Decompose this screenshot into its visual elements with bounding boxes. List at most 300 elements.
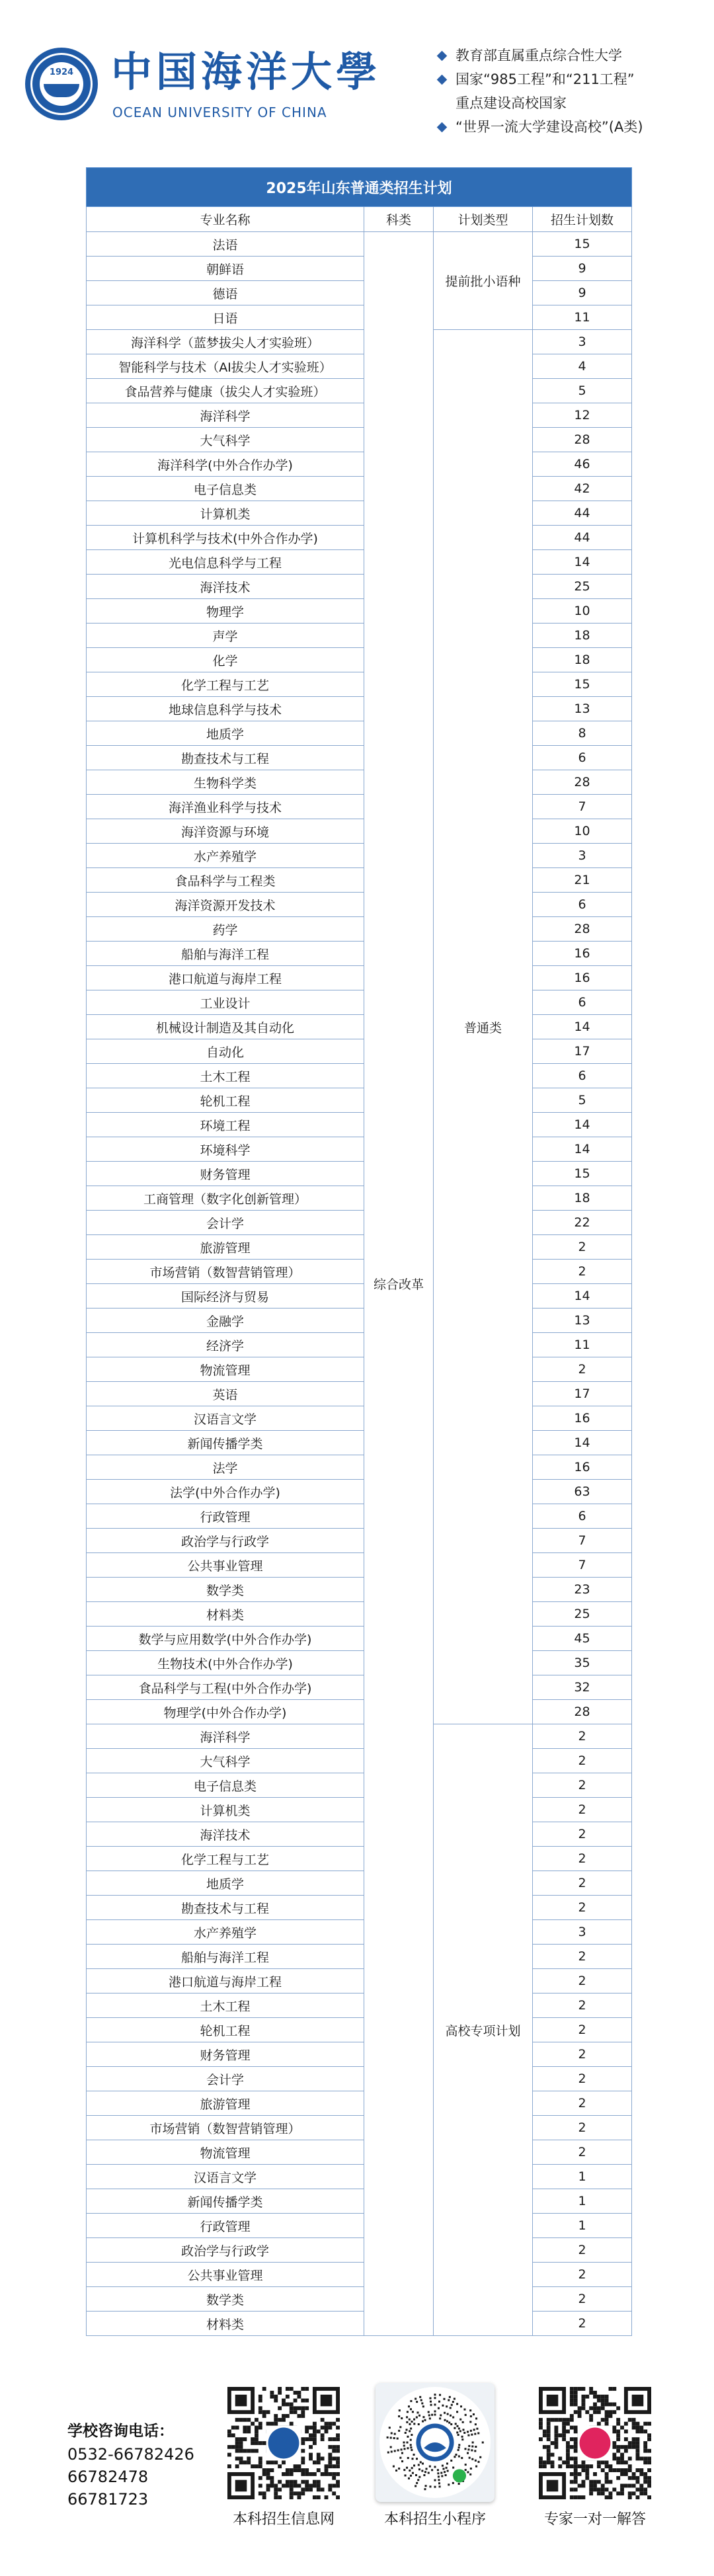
- table-row: [87, 672, 632, 697]
- tagline-text: “世界一流大学建设高校”(A类): [456, 119, 643, 135]
- contact-title: 学校咨询电话：: [67, 2423, 174, 2440]
- plan-count-cell: 3: [533, 330, 632, 354]
- major-name-cell: 化学工程与工艺: [87, 1847, 364, 1871]
- major-name-cell: 计算机科学与技术(中外合作办学): [87, 526, 364, 550]
- major-name-cell: 德语: [87, 281, 364, 305]
- table-row: [87, 990, 632, 1015]
- table-row: [87, 893, 632, 917]
- table-row: [87, 575, 632, 599]
- major-name-cell: 物流管理: [87, 2140, 364, 2165]
- mini-program-pattern: [379, 2387, 491, 2498]
- table-row: [87, 1284, 632, 1308]
- plan-count-cell: 1: [533, 2214, 632, 2238]
- major-name-cell: 海洋科学（蓝梦拔尖人才实验班）: [87, 330, 364, 354]
- major-name-cell: 水产养殖学: [87, 844, 364, 868]
- plan-count-cell: 2: [533, 1260, 632, 1284]
- table-row: [87, 1064, 632, 1088]
- plan-count-cell: 28: [533, 1700, 632, 1724]
- table-row: [87, 966, 632, 990]
- table-row: [87, 1162, 632, 1186]
- plan-count-cell: 15: [533, 672, 632, 697]
- major-name-cell: 金融学: [87, 1308, 364, 1333]
- plan-count-cell: 2: [533, 2140, 632, 2165]
- table-row: [87, 1504, 632, 1529]
- plan-count-cell: 2: [533, 1749, 632, 1773]
- plan-count-cell: 6: [533, 990, 632, 1015]
- major-name-cell: 环境科学: [87, 1137, 364, 1162]
- plan-count-cell: 46: [533, 452, 632, 477]
- plan-count-cell: 14: [533, 1137, 632, 1162]
- table-row: [87, 1455, 632, 1480]
- major-name-cell: 计算机类: [87, 501, 364, 526]
- table-row: [87, 1871, 632, 1896]
- major-name-cell: 船舶与海洋工程: [87, 1945, 364, 1969]
- major-name-cell: 计算机类: [87, 1798, 364, 1822]
- table-row: [87, 1822, 632, 1847]
- major-name-cell: 海洋科学: [87, 403, 364, 428]
- major-name-cell: 财务管理: [87, 2042, 364, 2067]
- table-row: [87, 2067, 632, 2091]
- major-name-cell: 行政管理: [87, 2214, 364, 2238]
- wechat-icon: [453, 2469, 466, 2482]
- major-name-cell: 土木工程: [87, 1993, 364, 2018]
- plan-count-cell: 17: [533, 1039, 632, 1064]
- major-name-cell: 勘查技术与工程: [87, 1896, 364, 1920]
- plan-count-cell: 2: [533, 2238, 632, 2263]
- plan-count-cell: 7: [533, 1529, 632, 1553]
- tagline-text: 国家“985工程”和“211工程”: [456, 71, 635, 87]
- plan-count-cell: 2: [533, 1993, 632, 2018]
- tagline-item: [433, 44, 704, 67]
- plan-count-cell: 18: [533, 1186, 632, 1211]
- table-row: [87, 844, 632, 868]
- plan-count-cell: 2: [533, 2042, 632, 2067]
- table-row: [87, 2214, 632, 2238]
- admission-plan-table: [86, 167, 632, 2336]
- plan-count-cell: 6: [533, 893, 632, 917]
- table-row: [87, 819, 632, 844]
- table-row: [87, 1088, 632, 1113]
- table-row: [87, 1798, 632, 1822]
- table-row: [87, 1993, 632, 2018]
- major-name-cell: 海洋科学: [87, 1724, 364, 1749]
- major-name-cell: 数学类: [87, 1578, 364, 1602]
- phone-number: 66782478: [67, 2468, 149, 2486]
- plan-count-cell: 15: [533, 1162, 632, 1186]
- major-name-cell: 财务管理: [87, 1162, 364, 1186]
- major-name-cell: 土木工程: [87, 1064, 364, 1088]
- diamond-bullet-icon: [437, 51, 448, 61]
- major-name-cell: 智能科学与技术（AI拔尖人才实验班）: [87, 354, 364, 379]
- table-row: [87, 403, 632, 428]
- plan-count-cell: 2: [533, 1896, 632, 1920]
- table-row: [87, 354, 632, 379]
- plan-count-cell: 18: [533, 624, 632, 648]
- plan-count-cell: 2: [533, 1847, 632, 1871]
- table-row: [87, 550, 632, 575]
- plan-count-cell: 45: [533, 1627, 632, 1651]
- table-row: [87, 1235, 632, 1260]
- major-name-cell: 会计学: [87, 1211, 364, 1235]
- plan-count-cell: 14: [533, 1113, 632, 1137]
- logo-year: 1924: [49, 67, 74, 77]
- major-name-cell: 数学类: [87, 2287, 364, 2312]
- table-row: [87, 795, 632, 819]
- major-name-cell: 英语: [87, 1382, 364, 1406]
- table-row: [87, 1651, 632, 1675]
- plan-count-cell: 14: [533, 1284, 632, 1308]
- plan-count-cell: 7: [533, 795, 632, 819]
- plan-count-cell: 1: [533, 2165, 632, 2189]
- major-name-cell: 经济学: [87, 1333, 364, 1357]
- table-row: [87, 1015, 632, 1039]
- major-name-cell: 地球信息科学与技术: [87, 697, 364, 721]
- major-name-cell: 市场营销（数智营销管理）: [87, 2116, 364, 2140]
- plan-count-cell: 35: [533, 1651, 632, 1675]
- plan-count-cell: 2: [533, 2263, 632, 2287]
- plan-count-cell: 5: [533, 1088, 632, 1113]
- plan-count-cell: 44: [533, 526, 632, 550]
- major-name-cell: 食品科学与工程(中外合作办学): [87, 1675, 364, 1700]
- table-row: [87, 2091, 632, 2116]
- plan-count-cell: 2: [533, 1773, 632, 1798]
- major-name-cell: 汉语言文学: [87, 1406, 364, 1431]
- major-name-cell: 化学工程与工艺: [87, 672, 364, 697]
- qr-label-expert: 专家一对一解答: [543, 2511, 646, 2528]
- major-name-cell: 地质学: [87, 721, 364, 746]
- qr-code: [227, 2387, 340, 2499]
- major-name-cell: 公共事业管理: [87, 2263, 364, 2287]
- plan-count-cell: 25: [533, 575, 632, 599]
- table-row: [87, 1920, 632, 1945]
- plan-count-cell: 3: [533, 1920, 632, 1945]
- table-row: [87, 1896, 632, 1920]
- tagline-item: [433, 67, 704, 91]
- major-name-cell: 水产养殖学: [87, 1920, 364, 1945]
- table-row: [87, 1749, 632, 1773]
- plan-count-cell: 9: [533, 281, 632, 305]
- major-name-cell: 物理学(中外合作办学): [87, 1700, 364, 1724]
- table-row: [87, 599, 632, 624]
- major-name-cell: 地质学: [87, 1871, 364, 1896]
- table-row: [87, 1357, 632, 1382]
- table-row: [87, 624, 632, 648]
- major-name-cell: 旅游管理: [87, 2091, 364, 2116]
- page-footer: [0, 2374, 714, 2576]
- plan-count-cell: 14: [533, 1431, 632, 1455]
- major-name-cell: 物理学: [87, 599, 364, 624]
- major-name-cell: 海洋资源开发技术: [87, 893, 364, 917]
- major-name-cell: 公共事业管理: [87, 1553, 364, 1578]
- diamond-bullet-icon: [437, 122, 448, 133]
- column-header-plan-type: 计划类型: [434, 207, 533, 232]
- table-row: [87, 281, 632, 305]
- table-row: [87, 1382, 632, 1406]
- major-name-cell: 海洋技术: [87, 1822, 364, 1847]
- table-row: [87, 1675, 632, 1700]
- phone-number: 66781723: [67, 2490, 149, 2509]
- major-name-cell: 生物技术(中外合作办学): [87, 1651, 364, 1675]
- table-row: [87, 1260, 632, 1284]
- table-row: [87, 477, 632, 501]
- plan-count-cell: 14: [533, 550, 632, 575]
- plan-count-cell: 6: [533, 1504, 632, 1529]
- major-name-cell: 法学(中外合作办学): [87, 1480, 364, 1504]
- plan-count-cell: 16: [533, 966, 632, 990]
- major-name-cell: 化学: [87, 648, 364, 672]
- table-row: [87, 1431, 632, 1455]
- plan-count-cell: 2: [533, 1724, 632, 1749]
- table-row: [87, 917, 632, 942]
- major-name-cell: 日语: [87, 305, 364, 330]
- plan-count-cell: 15: [533, 232, 632, 257]
- mini-program-code[interactable]: [376, 2383, 495, 2502]
- table-row: [87, 2018, 632, 2042]
- major-name-cell: 船舶与海洋工程: [87, 942, 364, 966]
- tagline-list: [433, 44, 704, 139]
- table-row: [87, 1602, 632, 1627]
- table-row: [87, 2238, 632, 2263]
- plan-count-cell: 25: [533, 1602, 632, 1627]
- table-row: [87, 746, 632, 770]
- table-row: [87, 2263, 632, 2287]
- major-name-cell: 声学: [87, 624, 364, 648]
- major-name-cell: 行政管理: [87, 1504, 364, 1529]
- table-row: [87, 1308, 632, 1333]
- plan-count-cell: 44: [533, 501, 632, 526]
- table-row: [87, 1480, 632, 1504]
- plan-count-cell: 21: [533, 868, 632, 893]
- qr-label-mini-program: 本科招生小程序: [383, 2511, 486, 2528]
- qr-label-website: 本科招生信息网: [232, 2511, 335, 2528]
- table-row: [87, 648, 632, 672]
- table-row: [87, 1847, 632, 1871]
- table-row: [87, 1724, 632, 1749]
- table-row: [87, 1700, 632, 1724]
- plan-count-cell: 4: [533, 354, 632, 379]
- major-name-cell: 大气科学: [87, 428, 364, 452]
- qr-code-website[interactable]: [227, 2387, 340, 2499]
- major-name-cell: 工商管理（数字化创新管理）: [87, 1186, 364, 1211]
- plan-count-cell: 5: [533, 379, 632, 403]
- table-row: [87, 1186, 632, 1211]
- subject-cell: 综合改革: [364, 232, 434, 2336]
- major-name-cell: 新闻传播学类: [87, 1431, 364, 1455]
- table-row: [87, 305, 632, 330]
- major-name-cell: 工业设计: [87, 990, 364, 1015]
- major-name-cell: 材料类: [87, 2312, 364, 2336]
- table-row: [87, 1211, 632, 1235]
- major-name-cell: 政治学与行政学: [87, 2238, 364, 2263]
- table-row: [87, 1553, 632, 1578]
- major-name-cell: 旅游管理: [87, 1235, 364, 1260]
- plan-count-cell: 28: [533, 770, 632, 795]
- major-name-cell: 食品科学与工程类: [87, 868, 364, 893]
- table-row: [87, 770, 632, 795]
- major-name-cell: 港口航道与海岸工程: [87, 966, 364, 990]
- major-name-cell: 法学: [87, 1455, 364, 1480]
- plan-count-cell: 1: [533, 2189, 632, 2214]
- plan-count-cell: 22: [533, 1211, 632, 1235]
- university-name-en: OCEAN UNIVERSITY OF CHINA: [112, 104, 327, 120]
- table-row: [87, 2312, 632, 2336]
- major-name-cell: 海洋技术: [87, 575, 364, 599]
- table-row: [87, 452, 632, 477]
- major-name-cell: 光电信息科学与工程: [87, 550, 364, 575]
- plan-count-cell: 6: [533, 1064, 632, 1088]
- plan-count-cell: 13: [533, 697, 632, 721]
- plan-count-cell: 2: [533, 1871, 632, 1896]
- column-header-subject: 科类: [364, 207, 434, 232]
- plan-type-cell: 提前批小语种: [434, 232, 533, 330]
- table-row: [87, 1578, 632, 1602]
- table-row: [87, 2287, 632, 2312]
- plan-count-cell: 2: [533, 1798, 632, 1822]
- major-name-cell: 国际经济与贸易: [87, 1284, 364, 1308]
- major-name-cell: 机械设计制造及其自动化: [87, 1015, 364, 1039]
- major-name-cell: 朝鲜语: [87, 257, 364, 281]
- plan-count-cell: 3: [533, 844, 632, 868]
- plan-count-cell: 16: [533, 942, 632, 966]
- tagline-item: [433, 115, 704, 139]
- table-body: [87, 232, 632, 2336]
- plan-count-cell: 7: [533, 1553, 632, 1578]
- plan-count-cell: 12: [533, 403, 632, 428]
- table-row: [87, 2165, 632, 2189]
- table-row: [87, 1137, 632, 1162]
- plan-count-cell: 10: [533, 599, 632, 624]
- plan-count-cell: 16: [533, 1455, 632, 1480]
- plan-count-cell: 28: [533, 917, 632, 942]
- university-name-cn: 中国海洋大學: [111, 48, 381, 96]
- plan-count-cell: 2: [533, 1969, 632, 1993]
- plan-count-cell: 14: [533, 1015, 632, 1039]
- table-row: [87, 1039, 632, 1064]
- major-name-cell: 物流管理: [87, 1357, 364, 1382]
- table-row: [87, 2140, 632, 2165]
- major-name-cell: 政治学与行政学: [87, 1529, 364, 1553]
- table-row: [87, 2116, 632, 2140]
- table-row: [87, 697, 632, 721]
- major-name-cell: 药学: [87, 917, 364, 942]
- major-name-cell: 轮机工程: [87, 2018, 364, 2042]
- major-name-cell: 电子信息类: [87, 1773, 364, 1798]
- major-name-cell: 数学与应用数学(中外合作办学): [87, 1627, 364, 1651]
- table-row: [87, 1113, 632, 1137]
- plan-type-cell: 高校专项计划: [434, 1724, 533, 2336]
- table-title: 2025年山东普通类招生计划: [87, 168, 632, 207]
- plan-count-cell: 13: [533, 1308, 632, 1333]
- table-row: [87, 1969, 632, 1993]
- table-row: [87, 721, 632, 746]
- major-name-cell: 材料类: [87, 1602, 364, 1627]
- major-name-cell: 海洋渔业科学与技术: [87, 795, 364, 819]
- major-name-cell: 食品营养与健康（拔尖人才实验班）: [87, 379, 364, 403]
- table-row: [87, 2189, 632, 2214]
- major-name-cell: 海洋科学(中外合作办学): [87, 452, 364, 477]
- phone-number: 0532-66782426: [67, 2445, 194, 2464]
- table-row: [87, 428, 632, 452]
- major-name-cell: 市场营销（数智营销管理）: [87, 1260, 364, 1284]
- major-name-cell: 电子信息类: [87, 477, 364, 501]
- major-name-cell: 自动化: [87, 1039, 364, 1064]
- major-name-cell: 新闻传播学类: [87, 2189, 364, 2214]
- plan-count-cell: 11: [533, 305, 632, 330]
- plan-count-cell: 63: [533, 1480, 632, 1504]
- major-name-cell: 汉语言文学: [87, 2165, 364, 2189]
- table-row: [87, 1627, 632, 1651]
- table-row: [87, 1529, 632, 1553]
- table-row: [87, 1406, 632, 1431]
- qr-code: [539, 2387, 651, 2499]
- table-row: [87, 526, 632, 550]
- table-row: [87, 232, 632, 257]
- table-row: [87, 1773, 632, 1798]
- plan-count-cell: 2: [533, 1357, 632, 1382]
- diamond-bullet-icon: [437, 75, 448, 85]
- table-row: [87, 1333, 632, 1357]
- tagline-item: [433, 91, 704, 115]
- plan-count-cell: 32: [533, 1675, 632, 1700]
- plan-count-cell: 42: [533, 477, 632, 501]
- plan-count-cell: 11: [533, 1333, 632, 1357]
- table-row: [87, 257, 632, 281]
- major-name-cell: 环境工程: [87, 1113, 364, 1137]
- plan-count-cell: 2: [533, 1945, 632, 1969]
- plan-count-cell: 2: [533, 1822, 632, 1847]
- page-header: [0, 0, 714, 135]
- major-name-cell: 海洋资源与环境: [87, 819, 364, 844]
- column-header-count: 招生计划数: [533, 207, 632, 232]
- table-row: [87, 330, 632, 354]
- plan-count-cell: 8: [533, 721, 632, 746]
- plan-count-cell: 2: [533, 2018, 632, 2042]
- major-name-cell: 法语: [87, 232, 364, 257]
- major-name-cell: 勘查技术与工程: [87, 746, 364, 770]
- plan-count-cell: 2: [533, 2312, 632, 2336]
- tagline-text: 教育部直属重点综合性大学: [456, 48, 622, 63]
- plan-count-cell: 2: [533, 1235, 632, 1260]
- plan-count-cell: 17: [533, 1382, 632, 1406]
- school-seal-logo: [25, 48, 98, 120]
- plan-count-cell: 2: [533, 2116, 632, 2140]
- major-name-cell: 会计学: [87, 2067, 364, 2091]
- qr-code-expert[interactable]: [539, 2387, 651, 2499]
- plan-count-cell: 2: [533, 2067, 632, 2091]
- table-row: [87, 942, 632, 966]
- plan-count-cell: 18: [533, 648, 632, 672]
- plan-count-cell: 10: [533, 819, 632, 844]
- plan-count-cell: 6: [533, 746, 632, 770]
- table-row: [87, 379, 632, 403]
- plan-count-cell: 2: [533, 2091, 632, 2116]
- table-row: [87, 501, 632, 526]
- plan-count-cell: 2: [533, 2287, 632, 2312]
- plan-count-cell: 9: [533, 257, 632, 281]
- column-header-major: 专业名称: [87, 207, 364, 232]
- tagline-text: 重点建设高校国家: [456, 95, 567, 111]
- major-name-cell: 港口航道与海岸工程: [87, 1969, 364, 1993]
- plan-count-cell: 16: [533, 1406, 632, 1431]
- table-row: [87, 2042, 632, 2067]
- table-row: [87, 868, 632, 893]
- plan-count-cell: 28: [533, 428, 632, 452]
- plan-type-cell: 普通类: [434, 330, 533, 1724]
- plan-count-cell: 23: [533, 1578, 632, 1602]
- table-row: [87, 1945, 632, 1969]
- major-name-cell: 轮机工程: [87, 1088, 364, 1113]
- major-name-cell: 大气科学: [87, 1749, 364, 1773]
